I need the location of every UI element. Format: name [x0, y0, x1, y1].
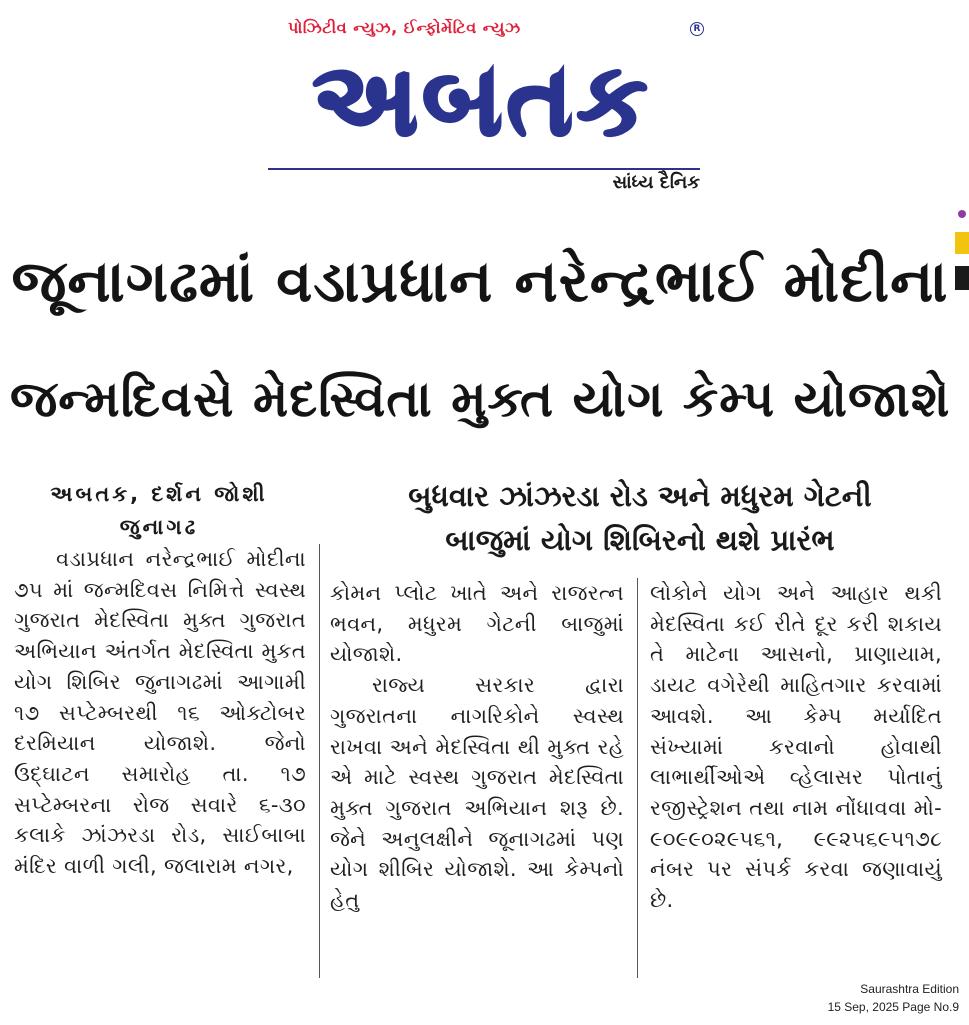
byline	[14, 478, 304, 544]
byline-author: અબતક, દર્શન જોશી	[50, 482, 268, 506]
subheadline-line-2: બાજુમાં યોગ શિબિરનો થશે પ્રારંભ	[445, 523, 835, 557]
masthead-tagline: પોઝિટીવ ન્યુઝ, ઈન્ફોર્મેટિવ ન્યુઝ	[288, 18, 521, 37]
article-column-3	[650, 578, 942, 916]
fragment-yellow-block	[955, 232, 969, 254]
edition-type-label: સાંધ્ય દૈનિક	[612, 172, 700, 193]
footer-edition: Saurashtra Edition	[860, 982, 959, 996]
subheadline-line-1: બુધવાર ઝાંઝરડા રોડ અને મધુરમ ગેટની	[408, 479, 872, 513]
column-3-text: લોકોને યોગ અને આહાર થકી મેદસ્વિતા કઈ રીતે દૂર કરી શકાય તે માટેના આસનો, પ્રાણાયામ, ડાયટ વગેરેથી માહિતગાર કરવામાં આવશે. આ કેમ્પ મર્યાદિત સંખ્યામાં કરવાનો હોવાથી લાભાર્થીઓએ વ્હેલાસર પોતાનું રજીસ્ટ્રેશન તથા નામ નોંધાવવા મો- ૯૦૯૯૦૨૯૫૬૧, ૯૯૨૫૬૯૫૧૭૮ નંબર પર સંપર્ક કરવા જણાવાયું છે.	[650, 581, 942, 913]
adjacent-page-fragment	[955, 210, 969, 300]
column-1-text: વડાપ્રધાન નરેન્દ્રભાઈ મોદીના ૭૫ માં જન્મદિવસ નિમિત્તે સ્વસ્થ ગુજરાત મેદસ્વિતા મુક્ત ગુજરાત અભિયાન અંતર્ગત મેદસ્વિતા મુકત યોગ શિબિર જુનાગઢમાં આગામી ૧૭ સપ્ટેમ્બરથી ૧૬ ઓક્ટોબર દરમિયાન યોજાશે. જેનો ઉદ્ઘાટન સમારોહ તા. ૧૭ સપ્ટેમ્બરના રોજ સવારે ૬-૩૦ કલાકે ઝાંઝરડા રોડ, સાઈબાબા મંદિર વાળી ગલી, જલારામ નગર,	[14, 547, 306, 879]
fragment-dot	[958, 210, 966, 218]
headline-line-2: જન્મદિવસે મેદસ્વિતા મુક્ત યોગ કેમ્પ યોજાશે	[10, 370, 951, 428]
fragment-dark-block	[955, 266, 969, 290]
column-divider-1	[319, 544, 320, 978]
newspaper-logo: અબતક	[312, 41, 652, 158]
headline-line-1: જૂનાગઢમાં વડાપ્રધાન નરેન્દ્રભાઈ મોદીના	[11, 247, 949, 315]
logo-underline	[268, 168, 700, 170]
byline-dateline: જુનાગઢ	[119, 515, 199, 539]
subheadline	[330, 474, 950, 562]
article-column-1	[14, 544, 306, 882]
article-column-2	[330, 578, 624, 916]
column-divider-2	[637, 578, 638, 978]
column-2-paragraph-2: રાજ્ય સરકાર દ્વારા ગુજરાતના નાગરિકોને સ્વસ્થ રાખવા અને મેદસ્વિતા થી મુક્ત રહે એ માટે સ્વસ્થ ગુજરાત મેદસ્વિતા મુક્ત ગુજરાત અભિયાન શરૂ છે. જેને અનુલક્ષીને જૂનાગઢમાં પણ યોગ શીબિર યોજાશે. આ કેમ્પનો હેતુ	[330, 673, 624, 913]
footer-date-page: 15 Sep, 2025 Page No.9	[827, 1000, 959, 1014]
page-footer	[739, 980, 959, 1016]
column-2-paragraph-1: કોમન પ્લોટ ખાતે અને રાજરત્ન ભવન, મધુરમ ગેટની બાજુમાં યોજાશે.	[330, 581, 624, 667]
registered-mark-icon: R	[690, 22, 704, 36]
